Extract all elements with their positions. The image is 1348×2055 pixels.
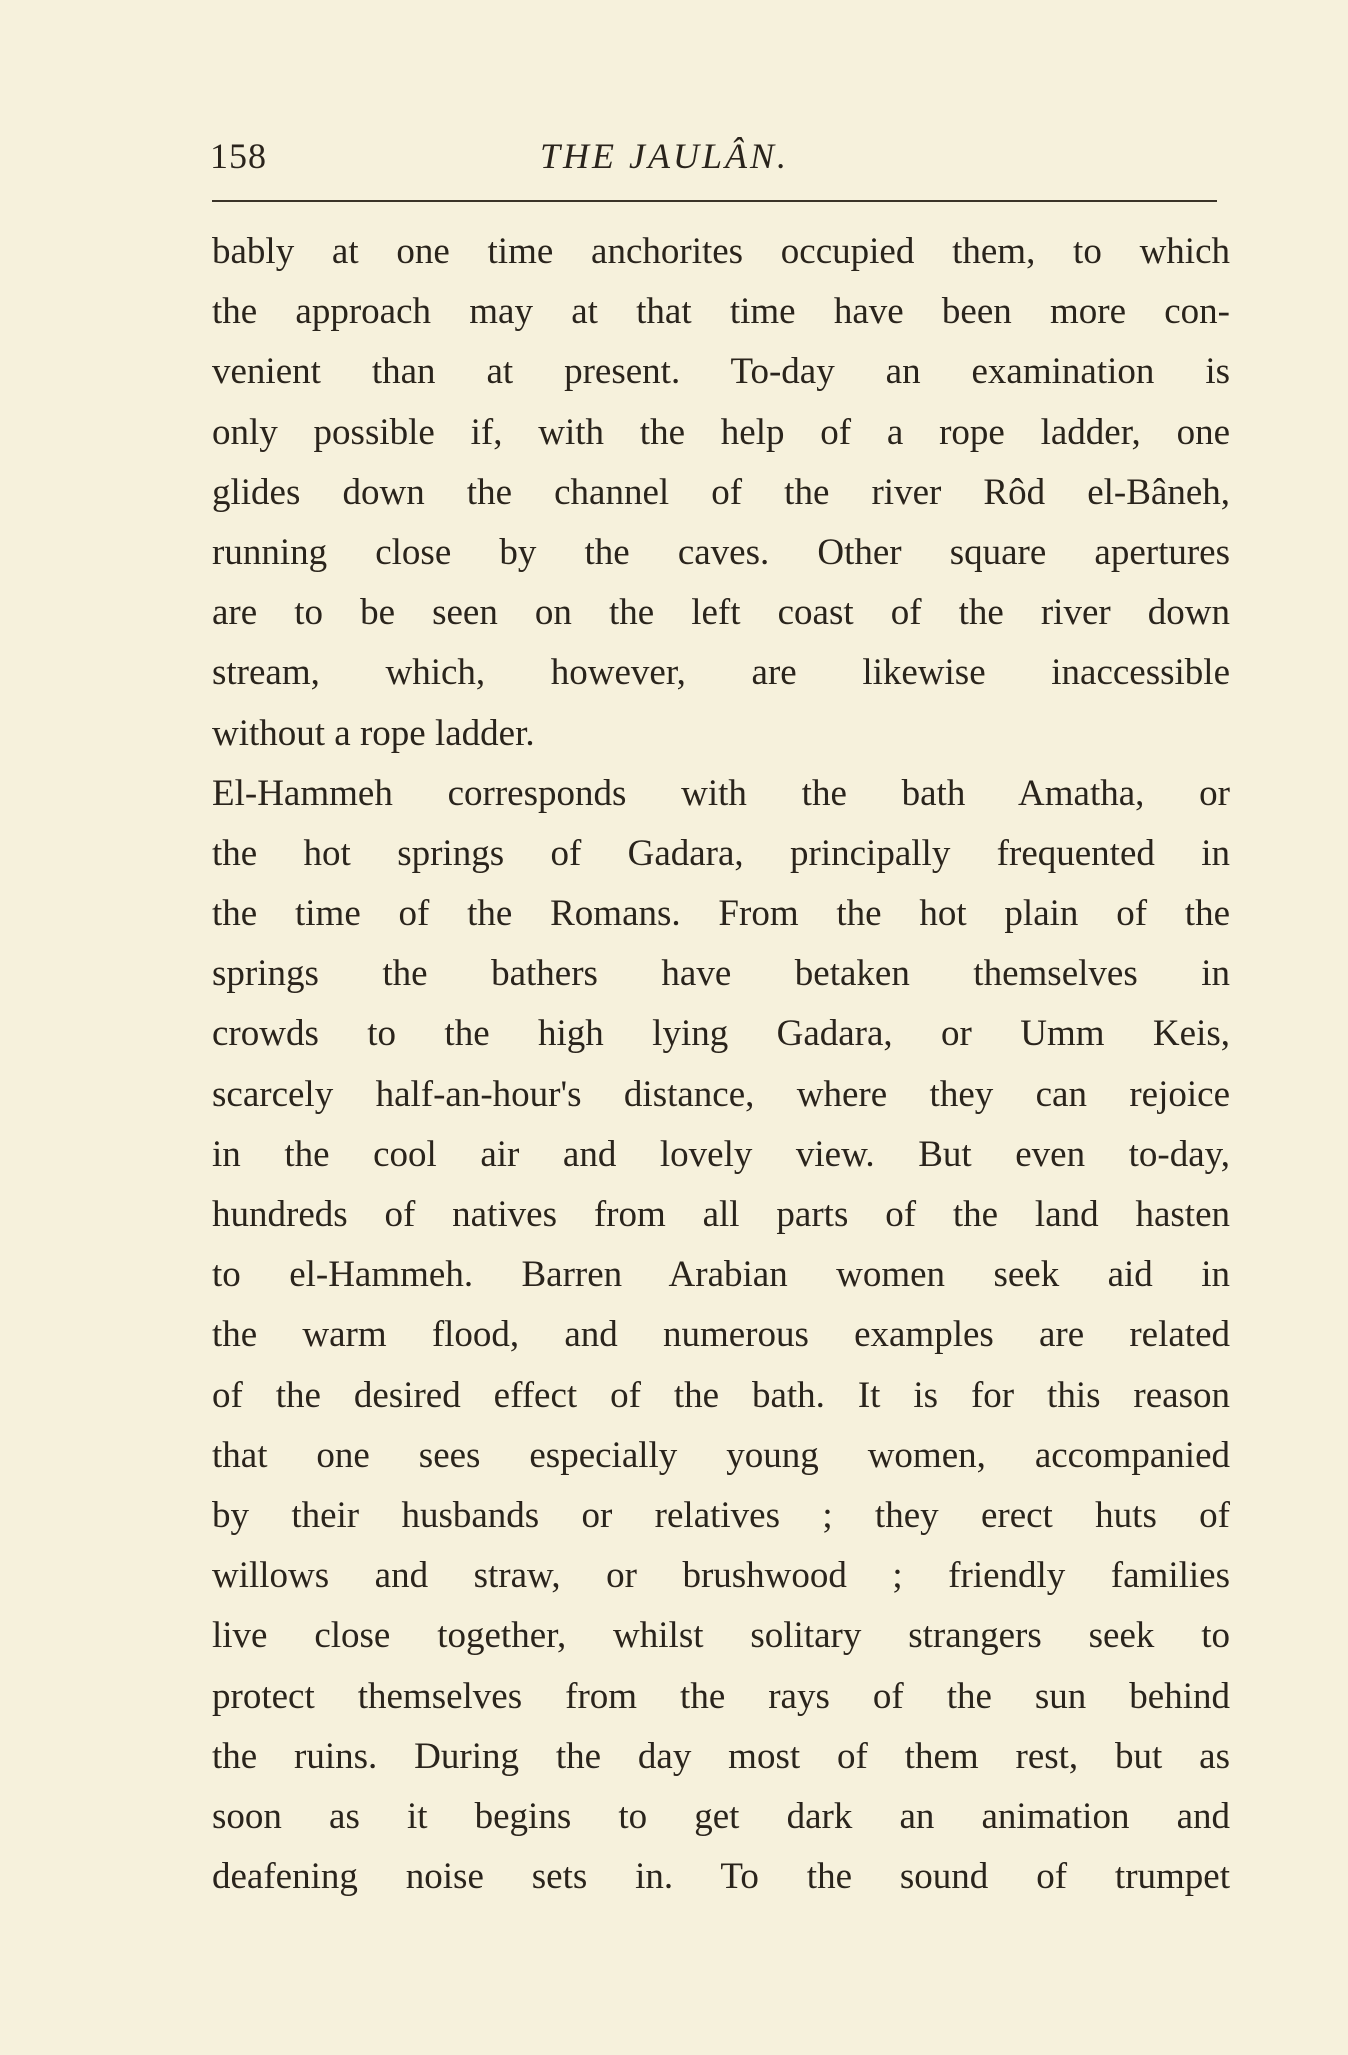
text-line: venient than at present. To-day an examination is (212, 351, 1230, 393)
running-head: THE JAULÂN. (540, 136, 789, 176)
text-line: of the desired effect of the bath. It is for this reason (212, 1374, 1230, 1416)
page-number: 158 (210, 136, 267, 176)
text-line: to el-Hammeh. Barren Arabian women seek aid in (212, 1254, 1230, 1296)
text-line: the hot springs of Gadara, principally frequented in (212, 832, 1230, 874)
text-line: deafening noise sets in. To the sound of trumpet (212, 1856, 1230, 1898)
text-line: the approach may at that time have been more con- (212, 291, 1230, 333)
text-line: the ruins. During the day most of them rest, but as (212, 1735, 1230, 1777)
text-line: hundreds of natives from all parts of the land hasten (212, 1194, 1230, 1235)
text-line: springs the bathers have betaken themselves in (212, 953, 1230, 995)
text-line: that one sees especially young women, accompanied (212, 1434, 1230, 1476)
header-rule (212, 200, 1217, 202)
text-line: scarcely half-an-hour's distance, where they can rejoice (212, 1073, 1230, 1115)
text-line: the warm flood, and numerous examples are related (212, 1314, 1230, 1356)
text-line: willows and straw, or brushwood ; friendly families (212, 1555, 1230, 1597)
text-line: soon as it begins to get dark an animation and (212, 1795, 1230, 1837)
text-line: are to be seen on the left coast of the river down (212, 592, 1230, 634)
text-line: only possible if, with the help of a rope ladder, one (212, 411, 1230, 453)
text-line: without a rope ladder. (212, 712, 535, 754)
body-text (212, 222, 1230, 1907)
text-line: the time of the Romans. From the hot plain of the (212, 893, 1230, 935)
text-line: running close by the caves. Other square apertures (212, 531, 1230, 573)
text-line: glides down the channel of the river Rôd el-Bâneh, (212, 471, 1230, 513)
text-line: bably at one time anchorites occupied them, to which (212, 231, 1230, 272)
text-line: stream, which, however, are likewise inaccessible (212, 652, 1230, 694)
text-line: by their husbands or relatives ; they erect huts of (212, 1494, 1230, 1536)
text-line: crowds to the high lying Gadara, or Umm Keis, (212, 1013, 1230, 1055)
text-line: El-Hammeh corresponds with the bath Amatha, or (212, 772, 1230, 814)
text-line: live close together, whilst solitary strangers seek to (212, 1615, 1230, 1657)
text-line: in the cool air and lovely view. But even to-day, (212, 1133, 1230, 1175)
text-line: protect themselves from the rays of the sun behind (212, 1675, 1230, 1717)
